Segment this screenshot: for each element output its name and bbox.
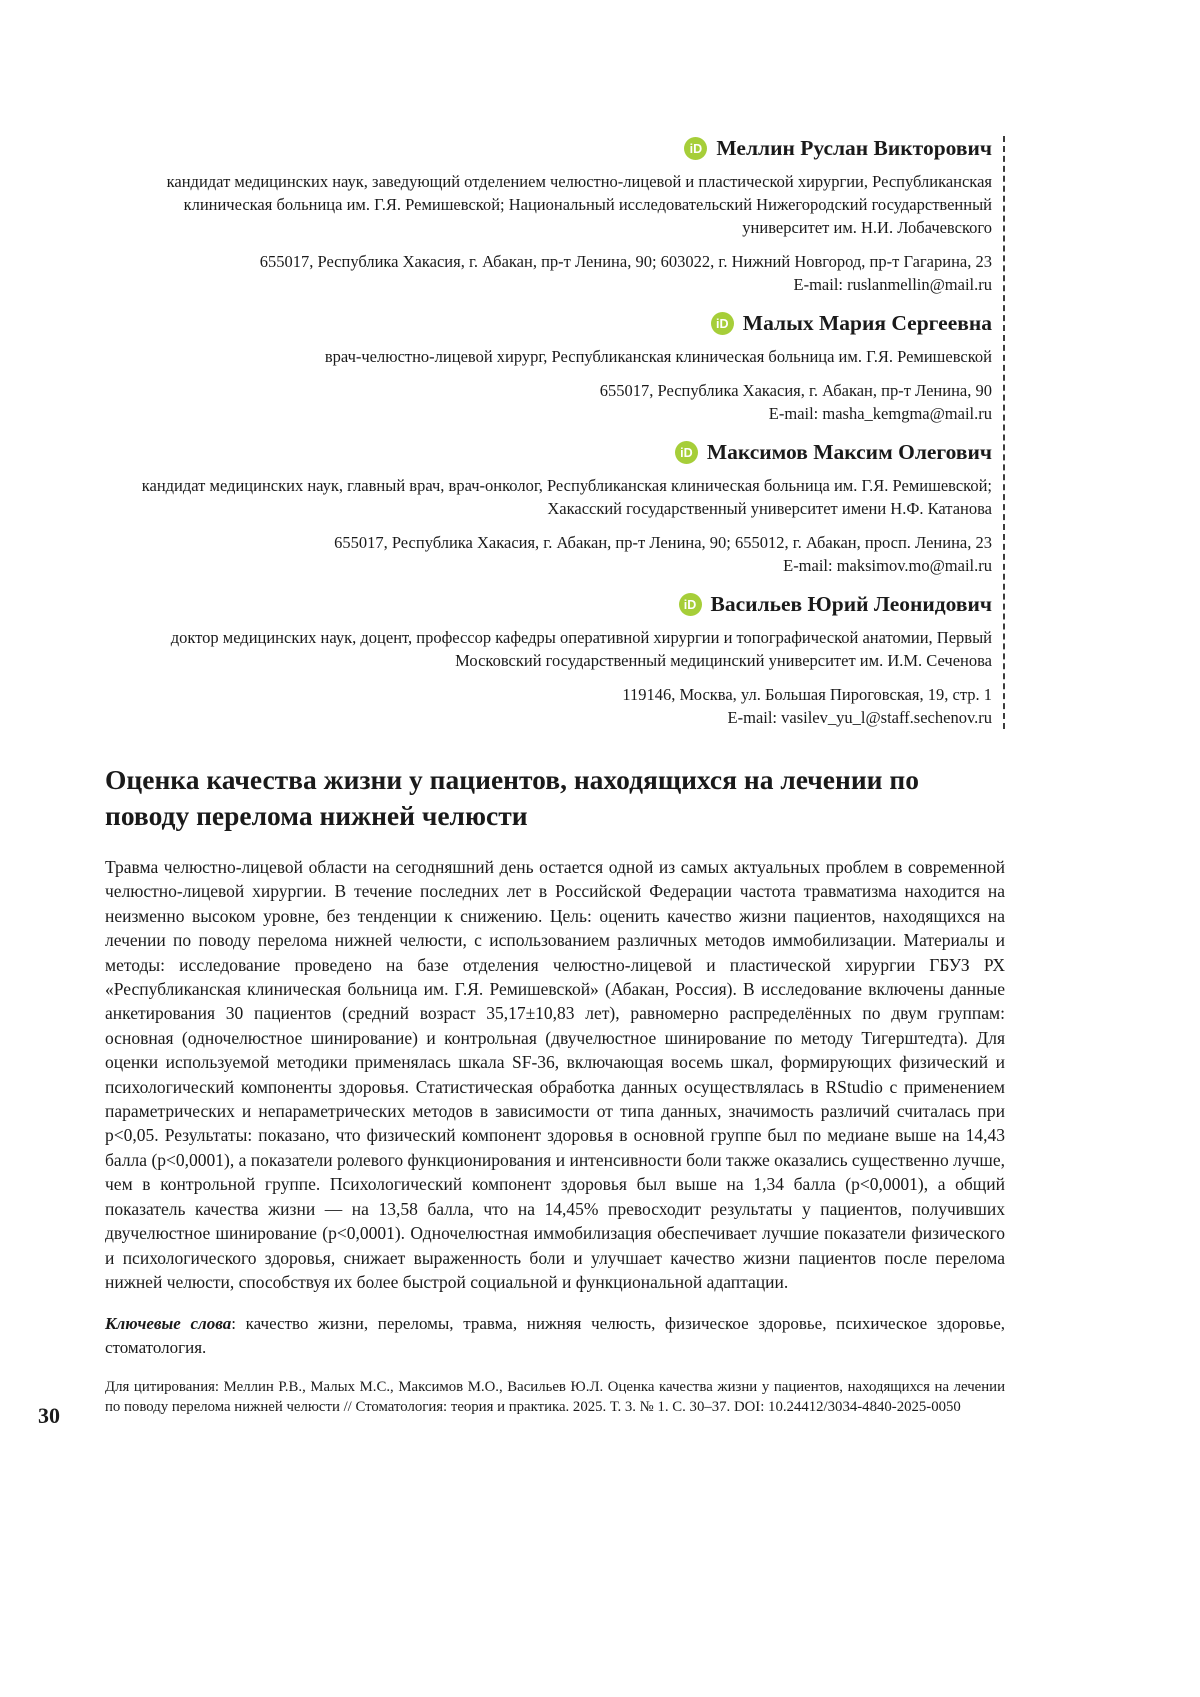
author-address: 655017, Республика Хакасия, г. Абакан, пр-т Ленина, 90; 655012, г. Абакан, просп. Ленина, 23	[334, 533, 992, 552]
author-entry	[105, 136, 992, 296]
author-entry	[105, 440, 992, 577]
citation-label: Для цитирования:	[105, 1378, 220, 1395]
author-affiliation: кандидат медицинских наук, заведующий отделением челюстно-лицевой и пластической хирургии, Республиканская клиническая больница им. Г.Я. Ремишевской; Национальный исследовательский Нижегородский государственный университет им. Н.И. Лобачевского	[166, 172, 992, 237]
author-name: Меллин Руслан Викторович	[716, 136, 992, 160]
orcid-icon[interactable]: iD	[711, 312, 734, 335]
author-affiliation: кандидат медицинских наук, главный врач, врач-онколог, Республиканская клиническая больница им. Г.Я. Ремишевской; Хакасский государственный университет имени Н.Ф. Катанова	[141, 476, 992, 518]
authors-block	[105, 136, 1005, 729]
citation-paragraph	[105, 1377, 1005, 1418]
keywords-paragraph	[105, 1312, 1005, 1360]
author-contact-block	[105, 250, 992, 296]
orcid-icon[interactable]: iD	[684, 137, 707, 160]
author-contact-block	[105, 379, 992, 425]
author-name-row	[105, 592, 992, 617]
author-name: Малых Мария Сергеевна	[742, 311, 992, 335]
author-address: 119146, Москва, ул. Большая Пироговская, 19, стр. 1	[622, 685, 992, 704]
citation-text: Меллин Р.В., Малых М.С., Максимов М.О., Васильев Ю.Л. Оценка качества жизни у пациентов, находящихся на лечении по поводу перелома нижней челюсти // Стоматология: теория и практика. 2025. Т. 3. № 1. С. 30–37. DOI: 10.24412/3034-4840-2025-0050	[105, 1378, 1005, 1416]
author-entry	[105, 592, 992, 729]
author-address: 655017, Республика Хакасия, г. Абакан, пр-т Ленина, 90; 603022, г. Нижний Новгород, пр-т Гагарина, 23	[259, 252, 992, 271]
author-contact-block	[105, 531, 992, 577]
article-title: Оценка качества жизни у пациентов, находящихся на лечении по поводу перелома нижней челюсти	[105, 764, 919, 831]
author-email: E-mail: ruslanmellin@mail.ru	[793, 275, 992, 294]
author-name-row	[105, 440, 992, 465]
abstract-text: Травма челюстно-лицевой области на сегодняшний день остается одной из самых актуальных проблем в современной челюстно-лицевой хирургии. В течение последних лет в Российской Федерации частота травматизма находится на неизменно высоком уровне, без тенденции к снижению. Цель: оценить качество жизни пациентов, находящихся на лечении по поводу перелома нижней челюсти, с использованием различных методов иммобилизации. Материалы и методы: исследование проведено на базе отделения челюстно-лицевой и пластической хирургии ГБУЗ РХ «Республиканская клиническая больница им. Г.Я. Ремишевской» (Абакан, Россия). В исследование включены данные анкетирования 30 пациентов (средний возраст 35,17±10,83 лет), равномерно распределённых по двум группам: основная (одночелюстное шинирование) и контрольная (двучелюстное шинирование по методу Тигерштедта). Для оценки используемой методики применялась шкала SF-36, включающая восемь шкал, формирующих физический и психологический компоненты здоровья. Статистическая обработка данных осуществлялась в RStudio с применением параметрических и непараметрических методов в зависимости от типа данных, значимость различий считалась при p<0,05. Результаты: показано, что физический компонент здоровья в основной группе был по медиане выше на 14,43 балла (p<0,0001), а показатели ролевого функционирования и интенсивности боли также оказались существенно лучше, чем в контрольной группе. Психологический компонент здоровья был выше на 1,34 балла (p<0,0001), а общий показатель качества жизни — на 13,58 балла, что на 14,45% превосходит результаты у пациентов, получивших двучелюстное шинирование (p<0,0001). Одночелюстная иммобилизация обеспечивает лучшие показатели физического и психологического здоровья, снижает выраженность боли и улучшает качество жизни пациентов после перелома нижней челюсти, способствуя их более быстрой социальной и функциональной адаптации.	[105, 857, 1005, 1292]
author-email: E-mail: vasilev_yu_l@staff.sechenov.ru	[727, 708, 992, 727]
author-email: E-mail: maksimov.mo@mail.ru	[783, 556, 992, 575]
author-email: E-mail: masha_kemgma@mail.ru	[768, 404, 992, 423]
author-name-row	[105, 311, 992, 336]
author-entry	[105, 311, 992, 425]
author-name: Васильев Юрий Леонидович	[710, 592, 992, 616]
author-contact-block	[105, 683, 992, 729]
author-affiliation: доктор медицинских наук, доцент, профессор кафедры оперативной хирургии и топографической анатомии, Первый Московский государственный медицинский университет им. И.М. Сеченова	[170, 628, 992, 670]
orcid-icon[interactable]: iD	[679, 593, 702, 616]
page-number: 30	[38, 1403, 60, 1428]
keywords-list: : качество жизни, переломы, травма, нижняя челюсть, физическое здоровье, психическое здоровье, стоматология.	[105, 1313, 1005, 1357]
author-affiliation: врач-челюстно-лицевой хирург, Республиканская клиническая больница им. Г.Я. Ремишевской	[324, 347, 992, 366]
orcid-icon[interactable]: iD	[675, 441, 698, 464]
page-content	[105, 0, 1005, 1433]
author-name: Максимов Максим Олегович	[706, 440, 992, 464]
author-name-row	[105, 136, 992, 161]
author-address: 655017, Республика Хакасия, г. Абакан, пр-т Ленина, 90	[599, 381, 992, 400]
keywords-label: Ключевые слова	[105, 1313, 232, 1333]
